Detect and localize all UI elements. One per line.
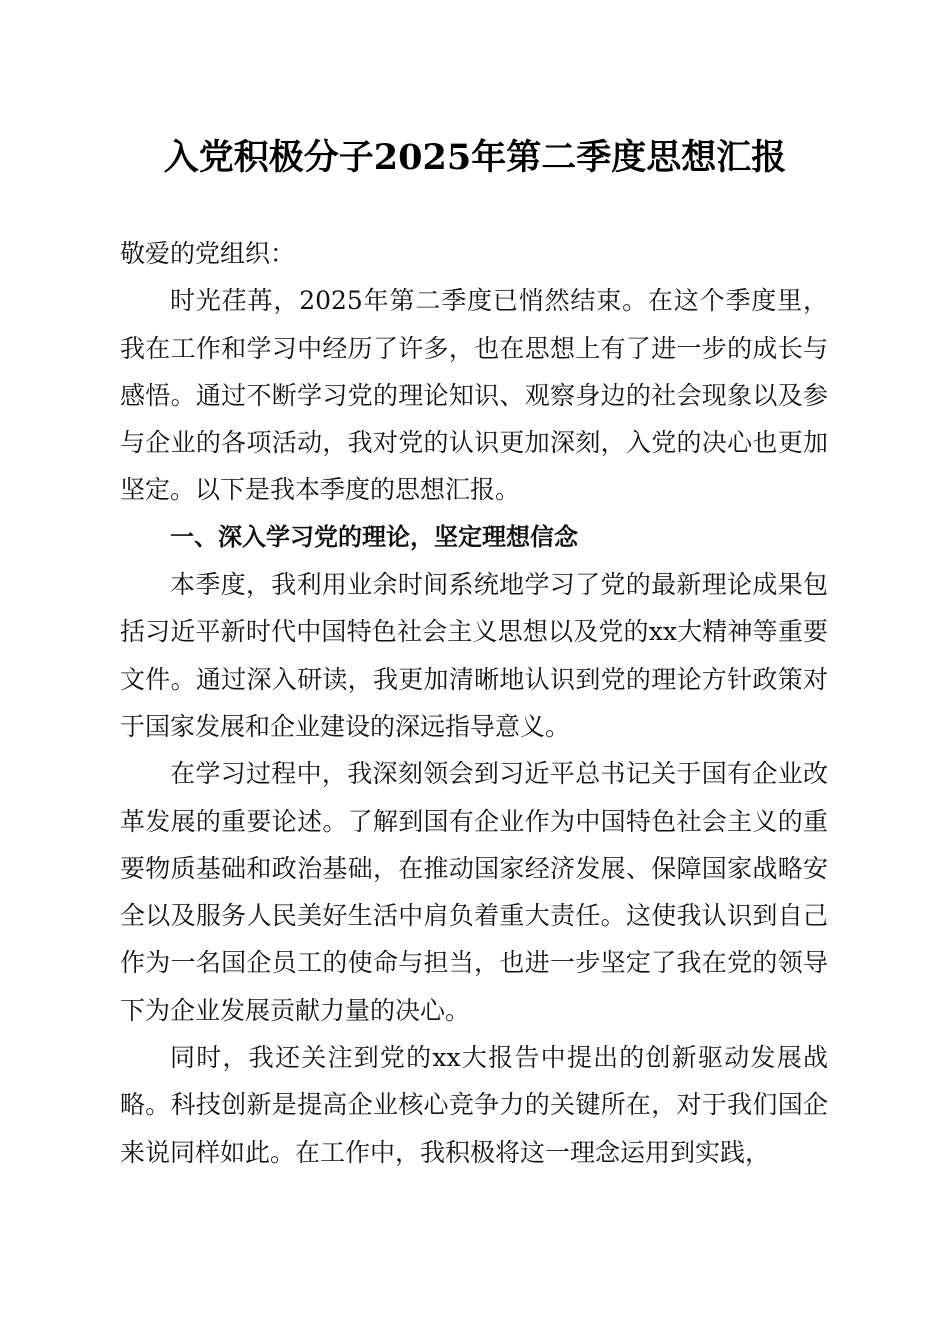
section-paragraph: 本季度，我利用业余时间系统地学习了党的最新理论成果包括习近平新时代中国特色社会主义思想以及党的xx大精神等重要文件。通过深入研读，我更加清晰地认识到党的理论方针政策对于国家发展和企业建设的深远指导意义。 <box>120 570 828 741</box>
section-paragraph: 在学习过程中，我深刻领会到习近平总书记关于国有企业改革发展的重要论述。了解到国有企业作为中国特色社会主义的重要物质基础和政治基础，在推动国家经济发展、保障国家战略安全以及服务人民美好生活中肩负着重大责任。这使我认识到自己作为一名国企员工的使命与担当，也进一步坚定了我在党的领导下为企业发展贡献力量的决心。 <box>120 759 828 1025</box>
section-paragraph: 同时，我还关注到党的xx大报告中提出的创新驱动发展战略。科技创新是提高企业核心竞争力的关键所在，对于我们国企来说同样如此。在工作中，我积极将这一理念运用到实践， <box>120 1043 828 1167</box>
section-heading: 一、深入学习党的理论，坚定理想信念 <box>170 522 578 551</box>
document-title: 入党积极分子2025年第二季度思想汇报 <box>163 137 787 178</box>
document-body <box>120 230 828 1176</box>
intro-paragraph: 时光荏苒，2025年第二季度已悄然结束。在这个季度里，我在工作和学习中经历了许多，也在思想上有了进一步的成长与感悟。通过不断学习党的理论知识、观察身边的社会现象以及参与企业的各项活动，我对党的认识更加深刻，入党的决心也更加坚定。以下是我本季度的思想汇报。 <box>120 286 828 505</box>
salutation: 敬爱的党组织： <box>120 239 296 268</box>
